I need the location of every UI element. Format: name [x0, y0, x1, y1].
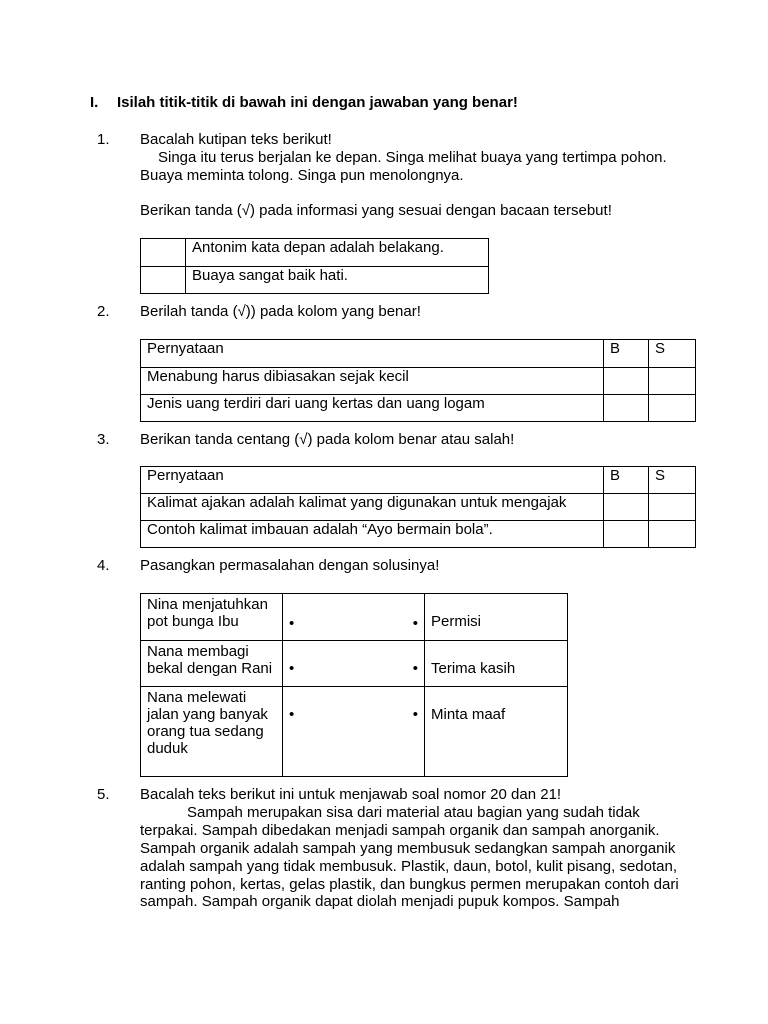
q5-line-3: terpakai. Sampah dibedakan menjadi sampah organik dan sampah anorganik.	[140, 822, 660, 839]
q1-line-2: Singa itu terus berjalan ke depan. Singa melihat buaya yang tertimpa pohon.	[158, 149, 667, 166]
section-numeral: I.	[90, 94, 99, 111]
q4-bullet-right-1[interactable]: •	[412, 615, 418, 632]
q4-solution-1: Permisi	[431, 613, 482, 630]
section-instruction: Isilah titik-titik di bawah ini dengan jawaban yang benar!	[117, 94, 518, 111]
q2-row-1: Menabung harus dibiasakan sejak kecil	[141, 368, 604, 395]
q1-table	[140, 238, 489, 294]
q4-solution-1-cell	[425, 594, 568, 641]
q2-number: 2.	[97, 303, 110, 320]
q2-row-2-s-cell[interactable]	[649, 395, 696, 422]
q4-problem-3-line-4: duduk	[147, 740, 188, 757]
q3-row-2-b-cell[interactable]	[604, 521, 649, 548]
q5-line-7: sampah. Sampah organik dapat diolah menjadi pupuk kompos. Sampah	[140, 893, 620, 910]
q3-header-b: B	[604, 467, 649, 494]
q4-solution-2: Terima kasih	[431, 660, 516, 677]
q4-bullet-left-1[interactable]: •	[289, 615, 295, 632]
q1-line-1: Bacalah kutipan teks berikut!	[140, 131, 332, 148]
q4-connector-cell-2[interactable]	[283, 641, 425, 687]
q3-header-statement: Pernyataan	[141, 467, 604, 494]
q4-problem-3-line-1: Nana melewati	[147, 689, 247, 706]
q3-row-2: Contoh kalimat imbauan adalah “Ayo bermain bola”.	[141, 521, 604, 548]
q1-check-cell-2[interactable]	[141, 267, 186, 294]
q4-solution-3: Minta maaf	[431, 706, 506, 723]
q4-connector-cell-3[interactable]	[283, 687, 425, 777]
q2-header-b: B	[604, 340, 649, 368]
q2-table	[140, 339, 696, 422]
q5-line-2: Sampah merupakan sisa dari material atau bagian yang sudah tidak	[187, 804, 640, 821]
q3-number: 3.	[97, 431, 110, 448]
q4-solution-3-cell	[425, 687, 568, 777]
q2-header-s: S	[649, 340, 696, 368]
q2-instruction: Berilah tanda (√)) pada kolom yang benar!	[140, 303, 421, 320]
q3-row-1: Kalimat ajakan adalah kalimat yang digunakan untuk mengajak	[141, 494, 604, 521]
q4-problem-2-line-2: bekal dengan Rani	[147, 660, 273, 677]
q4-problem-3-line-2: jalan yang banyak	[147, 706, 268, 723]
q4-bullet-left-3[interactable]: •	[289, 706, 295, 723]
q1-number: 1.	[97, 131, 110, 148]
q3-row-1-b-cell[interactable]	[604, 494, 649, 521]
q4-bullet-right-3[interactable]: •	[412, 706, 418, 723]
q4-bullet-left-2[interactable]: •	[289, 660, 295, 677]
q1-row-1: Antonim kata depan adalah belakang.	[186, 239, 489, 267]
q5-line-6: ranting pohon, kertas, gelas plastik, dan bungkus permen merupakan contoh dari	[140, 876, 679, 893]
q2-row-1-s-cell[interactable]	[649, 368, 696, 395]
q4-number: 4.	[97, 557, 110, 574]
q3-table	[140, 466, 696, 548]
q3-header-s: S	[649, 467, 696, 494]
q1-check-cell-1[interactable]	[141, 239, 186, 267]
q5-line-5: adalah sampah yang tidak membusuk. Plastik, daun, botol, kulit pisang, sedotan,	[140, 858, 677, 875]
q4-problem-1-line-2: pot bunga Ibu	[147, 613, 239, 630]
q4-matching-table	[140, 593, 568, 777]
q4-problem-1-line-1: Nina menjatuhkan	[147, 596, 268, 613]
q4-bullet-right-2[interactable]: •	[412, 660, 418, 677]
q2-row-2-b-cell[interactable]	[604, 395, 649, 422]
q5-line-4: Sampah organik adalah sampah yang membusuk sedangkan sampah anorganik	[140, 840, 676, 857]
q5-line-1: Bacalah teks berikut ini untuk menjawab soal nomor 20 dan 21!	[140, 786, 562, 803]
q1-instruction: Berikan tanda (√) pada informasi yang sesuai dengan bacaan tersebut!	[140, 202, 612, 219]
q4-problem-3	[141, 687, 283, 777]
q1-row-2: Buaya sangat baik hati.	[186, 267, 489, 294]
q4-solution-2-cell	[425, 641, 568, 687]
q4-problem-2-line-1: Nana membagi	[147, 643, 249, 660]
q2-header-statement: Pernyataan	[141, 340, 604, 368]
q1-line-3: Buaya meminta tolong. Singa pun menolongnya.	[140, 167, 464, 184]
q3-row-1-s-cell[interactable]	[649, 494, 696, 521]
q4-problem-3-line-3: orang tua sedang	[147, 723, 264, 740]
q4-problem-1	[141, 594, 283, 641]
q2-row-2: Jenis uang terdiri dari uang kertas dan uang logam	[141, 395, 604, 422]
q4-instruction: Pasangkan permasalahan dengan solusinya!	[140, 557, 440, 574]
q4-connector-cell-1[interactable]	[283, 594, 425, 641]
q5-number: 5.	[97, 786, 110, 803]
q3-row-2-s-cell[interactable]	[649, 521, 696, 548]
q3-instruction: Berikan tanda centang (√) pada kolom benar atau salah!	[140, 431, 515, 448]
q4-problem-2	[141, 641, 283, 687]
q2-row-1-b-cell[interactable]	[604, 368, 649, 395]
